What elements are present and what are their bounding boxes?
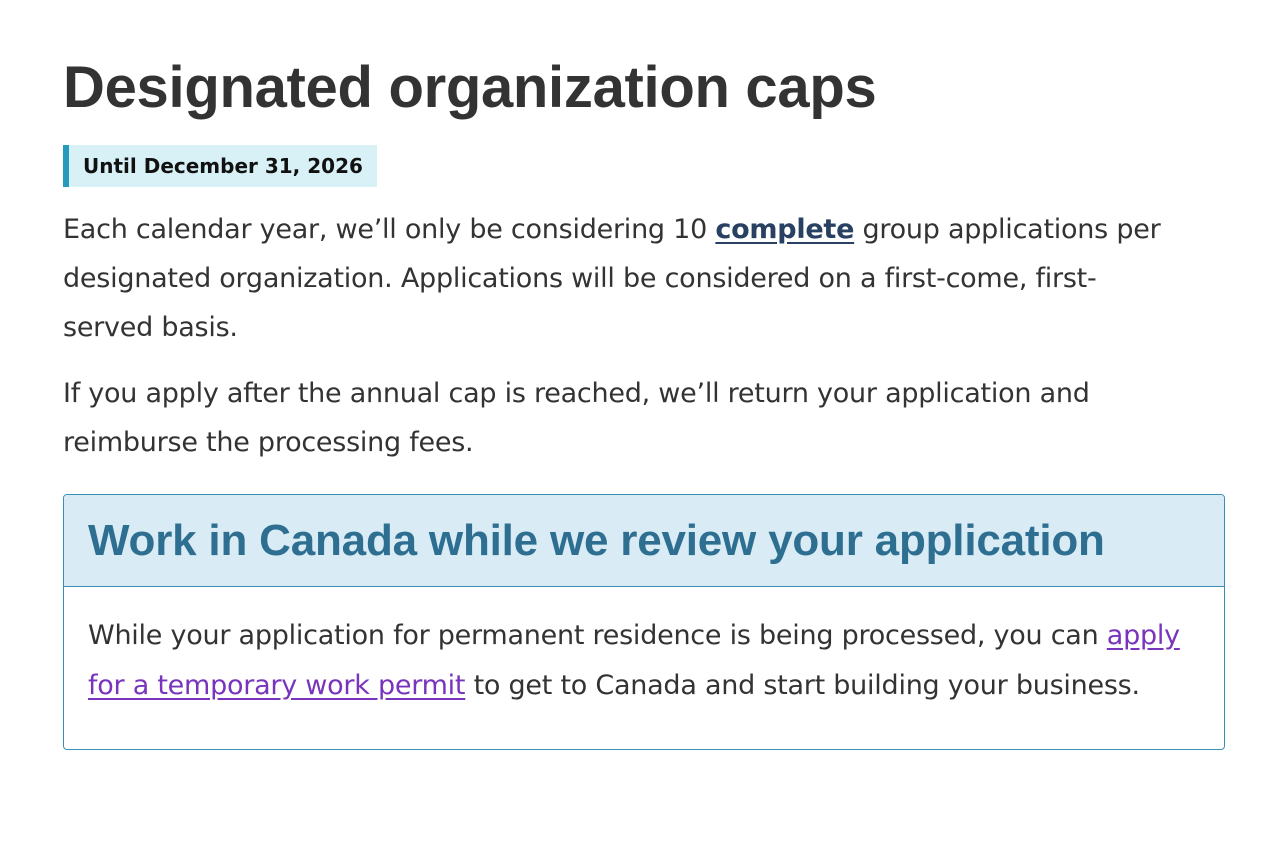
page-title: Designated organization caps bbox=[63, 55, 877, 120]
intro-paragraph bbox=[63, 205, 1183, 352]
main-content bbox=[63, 52, 1227, 750]
panel-heading bbox=[64, 495, 1224, 587]
complete-link[interactable]: complete bbox=[715, 214, 855, 245]
intro-text-before-link: Each calendar year, we’ll only be considering 10 bbox=[63, 214, 716, 245]
cap-reached-paragraph: If you apply after the annual cap is reached, we’ll return your application and reimburse the processing fees. bbox=[63, 378, 1090, 458]
date-badge: Until December 31, 2026 bbox=[63, 145, 377, 187]
panel-text-before-link: While your application for permanent residence is being processed, you can bbox=[88, 620, 1107, 651]
work-in-canada-panel bbox=[63, 494, 1225, 750]
panel-body bbox=[64, 587, 1224, 749]
temporary-work-permit-link[interactable]: apply for a temporary work permit bbox=[88, 620, 1180, 701]
panel-title: Work in Canada while we review your application bbox=[88, 515, 1105, 565]
panel-text-after-link: to get to Canada and start building your business. bbox=[465, 670, 1140, 701]
intro-text-after-link: group applications per designated organization. Applications will be considered on a first-come, first-served basis. bbox=[63, 214, 1161, 343]
